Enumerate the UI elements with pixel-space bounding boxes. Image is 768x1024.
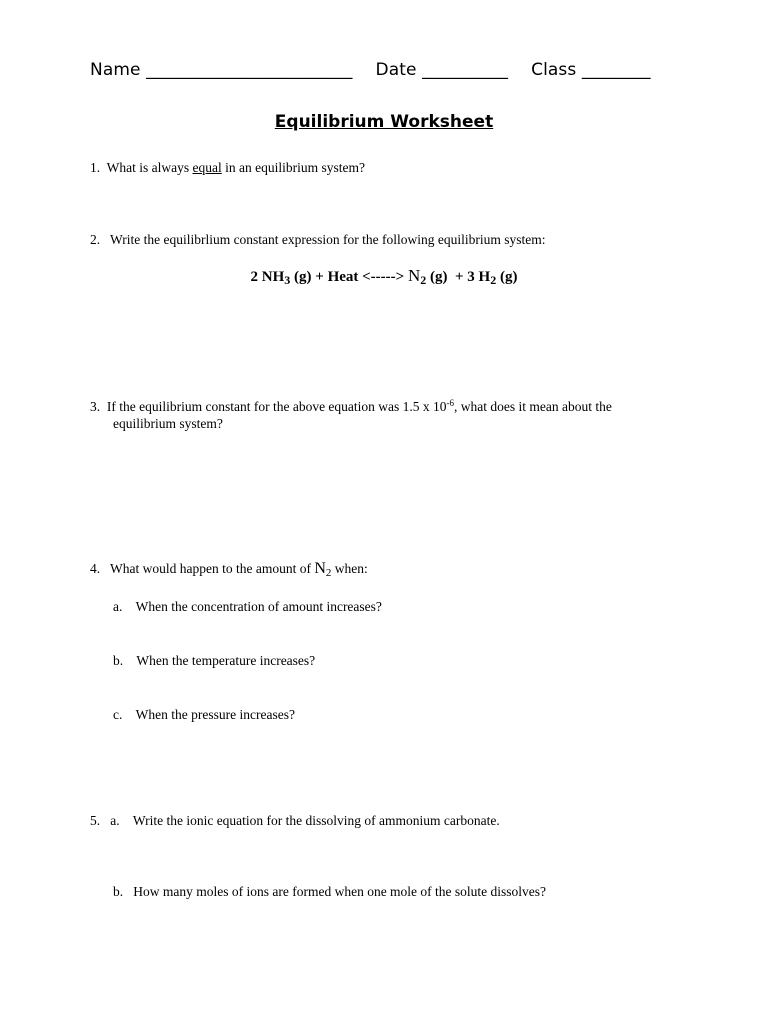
part-letter: b. <box>113 653 124 668</box>
class-label: Class <box>531 60 577 80</box>
part-text: When the pressure increases? <box>135 707 295 722</box>
emphasized-word: equal <box>192 160 222 175</box>
question-text: If the equilibrium constant for the above equation was 1.5 x 10 <box>106 399 447 414</box>
question-3 <box>90 398 612 415</box>
question-number: 2. <box>90 232 101 247</box>
question-4 <box>90 560 368 579</box>
question-text: What is always <box>106 160 190 175</box>
question-number: 1. <box>90 160 101 175</box>
exponent: -6 <box>446 398 455 408</box>
nitrogen-species: $N_2$ <box>314 560 332 579</box>
part-letter: a. <box>113 599 123 614</box>
part-text: Write the ionic equation for the dissolving of ammonium carbonate. <box>132 813 500 828</box>
question-number: 5. <box>90 813 101 828</box>
question-text: Write the equilibrlium constant expression for the following equilibrium system: <box>110 232 546 247</box>
date-label: Date <box>375 60 417 80</box>
question-text: when: <box>334 561 368 576</box>
question-text: , what does it mean about the <box>454 399 612 414</box>
student-info-header <box>90 60 651 80</box>
name-blank: ________________________ <box>146 60 353 80</box>
question-1 <box>90 160 365 176</box>
worksheet-title: Equilibrium Worksheet <box>274 112 494 132</box>
part-letter: c. <box>113 707 123 722</box>
chemical-equation: 2 $NH_3$ (g) + Heat <-----> $N_2$ (g) + 3 $H_2$ (g) <box>250 266 518 287</box>
question-5b <box>113 884 546 900</box>
part-text: When the temperature increases? <box>136 653 316 668</box>
question-number: 3. <box>90 399 101 414</box>
part-text: When the concentration of amount increases? <box>135 599 382 614</box>
question-text: What would happen to the amount of <box>110 561 311 576</box>
question-text: in an equilibrium system? <box>225 160 365 175</box>
part-text: How many moles of ions are formed when one mole of the solute dissolves? <box>133 884 547 899</box>
date-blank: __________ <box>422 60 509 80</box>
question-3-continued: equilibrium system? <box>113 416 223 431</box>
question-4c <box>113 707 295 723</box>
question-5a <box>90 813 500 829</box>
question-4a <box>113 599 382 615</box>
question-4b <box>113 653 315 669</box>
class-blank: ________ <box>581 60 651 80</box>
question-2 <box>90 232 546 248</box>
part-letter: b. <box>113 884 124 899</box>
name-label: Name <box>90 60 141 80</box>
question-number: 4. <box>90 561 101 576</box>
part-letter: a. <box>110 813 120 828</box>
